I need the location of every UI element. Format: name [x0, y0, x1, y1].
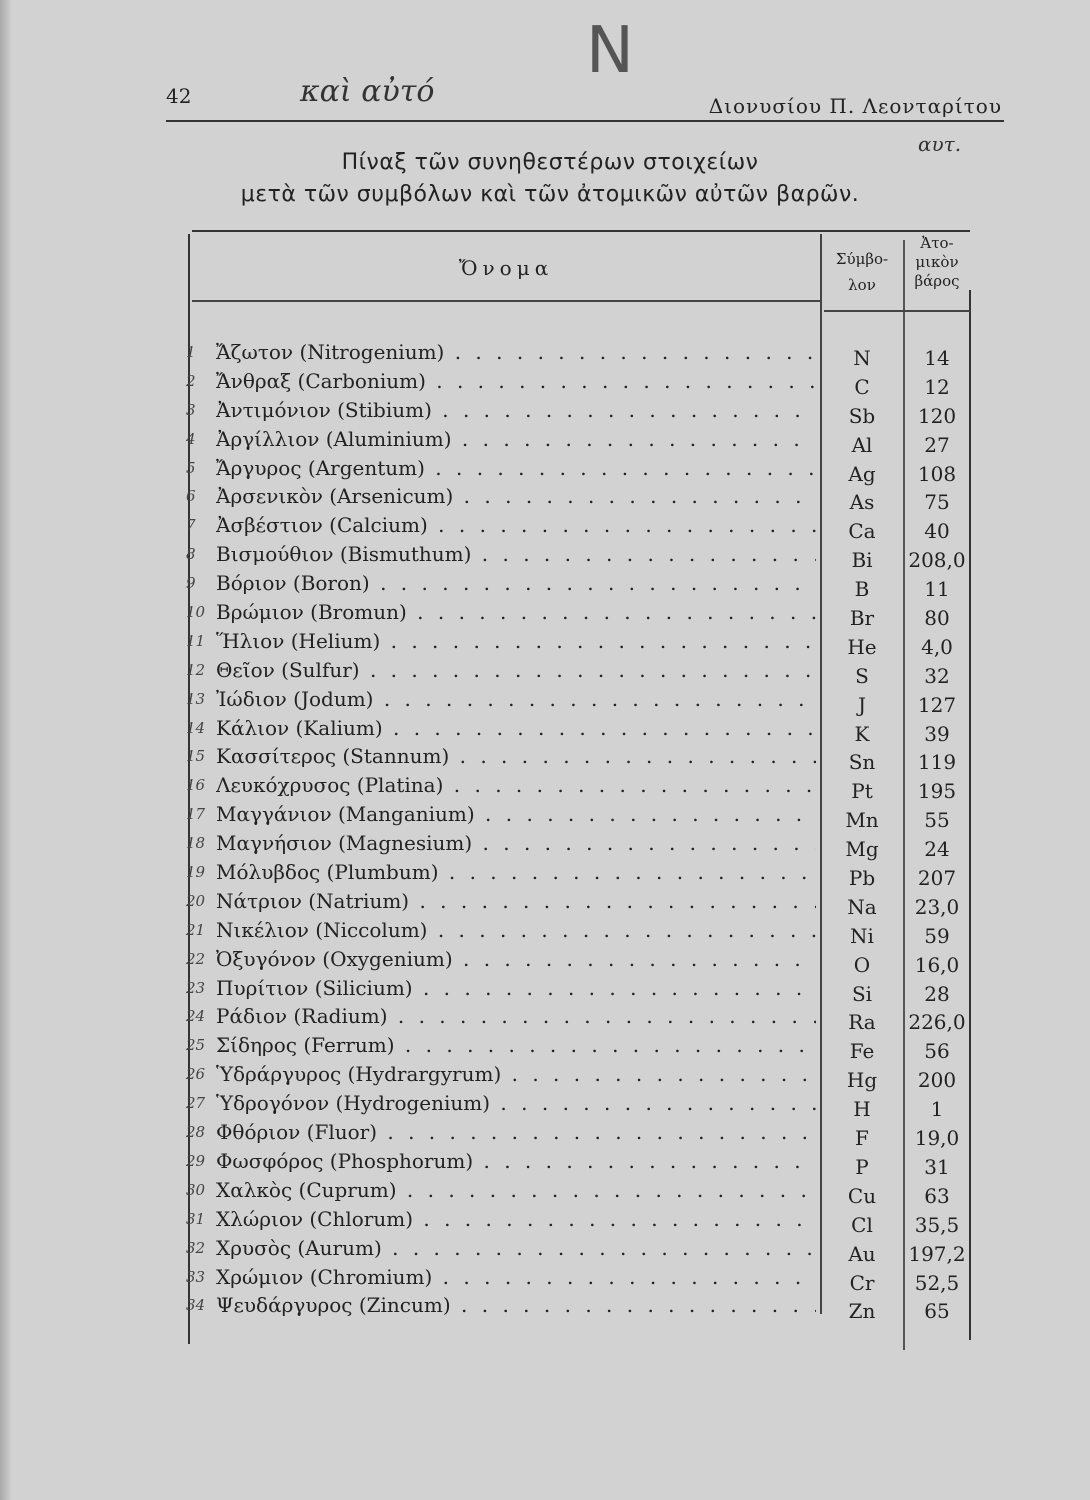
table-top-rule [192, 230, 970, 232]
handwritten-letter: N [586, 14, 634, 88]
table-row [186, 1293, 972, 1324]
handwritten-note: καὶ αὐτό [300, 74, 435, 109]
element-symbol: Hg [846, 1068, 878, 1093]
element-name: Νάτριον (Natrium) . . . [216, 889, 816, 913]
header-weight-line-1: Ἀτο- [920, 234, 954, 252]
atomic-weight: 4,0 [921, 634, 953, 659]
element-name: Βόριον (Boron) . . . [216, 571, 816, 595]
row-number: 28 [186, 1123, 206, 1142]
row-number: 17 [186, 805, 206, 824]
atomic-weight: 28 [924, 981, 950, 1006]
atomic-weight: 119 [917, 750, 957, 775]
atomic-weight: 31 [924, 1154, 950, 1179]
element-name: Ψευδάργυρος (Zincum) . . . [216, 1293, 816, 1317]
table-row [186, 513, 972, 544]
handwritten-margin-note: αυτ. [918, 132, 962, 156]
element-symbol: Sn [848, 750, 876, 775]
element-symbol: Au [848, 1241, 876, 1266]
element-name: Βρώμιον (Bromun) . . . [216, 600, 816, 624]
element-name: Κάλιον (Kalium) . . . [216, 716, 816, 740]
element-symbol: F [855, 1126, 869, 1151]
element-name: Φθόριον (Fluor) . . . [216, 1120, 816, 1144]
element-name: Ὀξυγόνον (Oxygenium) . . . [216, 947, 816, 971]
atomic-weight: 108 [917, 461, 957, 486]
atomic-weight: 195 [917, 779, 957, 804]
element-symbol: Cu [847, 1183, 877, 1208]
row-number: 24 [186, 1007, 206, 1026]
table-row [186, 975, 972, 1006]
element-name: Φωσφόρος (Phosphorum) . . . [216, 1149, 816, 1173]
atomic-weight: 80 [924, 606, 950, 631]
atomic-weight: 208,0 [908, 548, 966, 573]
row-number: 13 [186, 689, 206, 708]
table-row [186, 628, 972, 659]
table-row [186, 946, 972, 977]
atomic-weight: 226,0 [908, 1010, 966, 1035]
table-row [186, 1033, 972, 1064]
table-row [186, 1264, 972, 1295]
row-number: 32 [186, 1238, 206, 1257]
element-name: Ράδιον (Radium) . . . [216, 1004, 816, 1028]
table-row [186, 455, 972, 486]
element-symbol: Cr [849, 1270, 875, 1295]
element-symbol: Cl [851, 1212, 873, 1237]
element-symbol: C [854, 374, 870, 399]
atomic-weight: 1 [930, 1097, 944, 1122]
atomic-weight: 24 [924, 837, 950, 862]
element-symbol: Sb [848, 403, 876, 428]
element-name: Ἄνθραξ (Carbonium) . . . [216, 369, 816, 393]
row-number: 2 [186, 371, 196, 390]
row-number: 34 [186, 1296, 206, 1315]
table-row [186, 831, 972, 862]
atomic-weight: 35,5 [914, 1212, 960, 1237]
element-symbol: Mn [845, 808, 879, 833]
atomic-weight: 120 [917, 403, 957, 428]
column-header-weight [904, 234, 970, 291]
element-name: Ἥλιον (Helium) . . . [216, 629, 816, 653]
table-row [186, 860, 972, 891]
row-number: 21 [186, 920, 206, 939]
atomic-weight: 207 [917, 866, 957, 891]
element-symbol: He [847, 634, 877, 659]
table-row [186, 397, 972, 428]
table-row [186, 542, 972, 573]
atomic-weight: 16,0 [914, 952, 960, 977]
atomic-weight: 55 [924, 808, 950, 833]
element-symbol: K [854, 721, 870, 746]
row-number: 12 [186, 660, 206, 679]
header-underline [824, 310, 970, 312]
element-symbol: Br [849, 606, 875, 631]
table-row [186, 426, 972, 457]
atomic-weight: 52,5 [914, 1270, 960, 1295]
row-number: 29 [186, 1151, 206, 1170]
row-number: 7 [186, 516, 196, 535]
element-symbol: Fe [849, 1039, 875, 1064]
atomic-weight: 65 [924, 1299, 950, 1324]
element-symbol: J [857, 692, 867, 717]
element-symbol: Mg [845, 837, 879, 862]
element-symbol: O [853, 952, 871, 977]
element-symbol: Zn [848, 1299, 876, 1324]
atomic-weight: 63 [924, 1183, 950, 1208]
table-row [186, 744, 972, 775]
element-name: Ἄζωτον (Nitrogenium) . . . [216, 340, 816, 364]
table-body [186, 340, 972, 1324]
row-number: 11 [186, 631, 206, 650]
element-name: Χαλκὸς (Cuprum) . . . [216, 1178, 816, 1202]
element-symbol: Ca [848, 519, 876, 544]
table-row [186, 1004, 972, 1035]
atomic-weight: 200 [917, 1068, 957, 1093]
element-symbol: Pb [848, 866, 876, 891]
header-symbol-line-1: Σύμβο- [835, 250, 889, 268]
element-symbol: Al [851, 432, 873, 457]
atomic-weight: 12 [924, 374, 950, 399]
element-name: Ἀσβέστιον (Calcium) . . . [216, 513, 816, 537]
element-symbol: Ni [850, 923, 874, 948]
element-name: Ἀντιμόνιον (Stibium) . . . [216, 398, 816, 422]
column-header-symbol [824, 246, 900, 298]
element-symbol: N [853, 346, 871, 370]
table-row [186, 715, 972, 746]
header-weight-line-2: μικὸν [915, 253, 959, 271]
row-number: 20 [186, 891, 206, 910]
table-row [186, 917, 972, 948]
table-row [186, 773, 972, 804]
element-name: Λευκόχρυσος (Platina) . . . [216, 773, 816, 797]
table-title-line-1: Πίναξ τῶν συνηθεστέρων στοιχείων [341, 150, 759, 175]
element-name: Μαγγάνιον (Manganium) . . . [216, 802, 816, 826]
element-name: Κασσίτερος (Stannum) . . . [216, 744, 816, 768]
element-name: Ἀρσενικὸν (Arsenicum) . . . [216, 484, 816, 508]
element-name: Ἀργίλλιον (Aluminium) . . . [216, 427, 816, 451]
element-symbol: S [855, 663, 869, 688]
row-number: 30 [186, 1180, 206, 1199]
row-number: 16 [186, 776, 206, 795]
atomic-weight: 56 [924, 1039, 950, 1064]
table-row [186, 368, 972, 399]
row-number: 9 [186, 574, 196, 593]
element-name: Ὑδρογόνον (Hydrogenium) . . . [216, 1091, 816, 1115]
table-title-line-2: μετὰ τῶν συμβόλων καὶ τῶν ἀτομικῶν αὐτῶν βαρῶν. [240, 182, 860, 207]
header-symbol-line-2: λον [848, 276, 876, 294]
atomic-weight: 23,0 [914, 894, 960, 919]
row-number: 19 [186, 863, 206, 882]
header-underline [192, 300, 820, 302]
row-number: 26 [186, 1065, 206, 1084]
row-number: 23 [186, 978, 206, 997]
atomic-weight: 11 [924, 577, 950, 602]
elements-table [186, 230, 972, 1342]
element-name: Ἰώδιον (Jodum) . . . [216, 687, 816, 711]
element-name: Μαγνήσιον (Magnesium) . . . [216, 831, 816, 855]
table-row [186, 1062, 972, 1093]
row-number: 4 [186, 429, 196, 448]
table-row [186, 1120, 972, 1151]
row-number: 31 [186, 1209, 206, 1228]
table-row [186, 1091, 972, 1122]
table-row [186, 802, 972, 833]
element-symbol: Bi [851, 548, 873, 573]
row-number: 3 [186, 400, 196, 419]
atomic-weight: 75 [924, 490, 950, 515]
table-row [186, 1235, 972, 1266]
table-row [186, 340, 972, 370]
element-name: Σίδηρος (Ferrum) . . . [216, 1033, 816, 1057]
element-symbol: Pt [851, 779, 873, 804]
element-name: Νικέλιον (Niccolum) . . . [216, 918, 816, 942]
element-symbol: B [854, 577, 870, 602]
element-name: Ὑδράργυρος (Hydrargyrum) . . . [216, 1062, 816, 1086]
row-number: 14 [186, 718, 206, 737]
element-name: Βισμούθιον (Bismuthum) . . . [216, 542, 816, 566]
table-row [186, 484, 972, 515]
element-symbol: Ag [848, 461, 876, 486]
element-name: Χλώριον (Chlorum) . . . [216, 1207, 816, 1231]
atomic-weight: 27 [924, 432, 950, 457]
element-name: Χρυσὸς (Aurum) . . . [216, 1236, 816, 1260]
row-number: 5 [186, 458, 196, 477]
element-symbol: As [849, 490, 875, 515]
atomic-weight: 127 [917, 692, 957, 717]
header-weight-line-3: βάρος [914, 272, 960, 290]
table-row [186, 571, 972, 602]
page-edge-shadow [0, 0, 12, 1500]
atomic-weight: 59 [924, 923, 950, 948]
page-number: 42 [166, 84, 192, 108]
table-row [186, 1206, 972, 1237]
row-number: 8 [186, 545, 196, 564]
table-row [186, 657, 972, 688]
atomic-weight: 39 [924, 721, 950, 746]
row-number: 22 [186, 949, 206, 968]
row-number: 25 [186, 1036, 206, 1055]
table-row [186, 1177, 972, 1208]
header-rule [166, 120, 1004, 122]
row-number: 1 [186, 343, 196, 361]
element-name: Πυρίτιον (Silicium) . . . [216, 976, 816, 1000]
atomic-weight: 32 [924, 663, 950, 688]
table-row [186, 600, 972, 631]
atomic-weight: 19,0 [914, 1126, 960, 1151]
element-name: Χρώμιον (Chromium) . . . [216, 1265, 816, 1289]
row-number: 6 [186, 487, 196, 506]
table-row [186, 888, 972, 919]
atomic-weight: 14 [924, 346, 950, 370]
table-row [186, 686, 972, 717]
atomic-weight: 40 [924, 519, 950, 544]
element-symbol: Ra [848, 1010, 876, 1035]
element-symbol: H [853, 1097, 871, 1122]
column-header-name: Ὄνομα [458, 256, 554, 280]
row-number: 27 [186, 1094, 206, 1113]
table-row [186, 1148, 972, 1179]
element-name: Μόλυβδος (Plumbum) . . . [216, 860, 816, 884]
row-number: 10 [186, 603, 206, 622]
element-symbol: P [855, 1154, 869, 1179]
element-name: Ἄργυρος (Argentum) . . . [216, 456, 816, 480]
row-number: 33 [186, 1267, 206, 1286]
row-number: 15 [186, 747, 206, 766]
row-number: 18 [186, 834, 206, 853]
atomic-weight: 197,2 [908, 1241, 966, 1266]
running-head: Διονυσίου Π. Λεονταρίτου [708, 94, 1002, 118]
element-symbol: Na [847, 894, 877, 919]
element-name: Θεῖον (Sulfur) . . . [216, 658, 816, 682]
element-symbol: Si [851, 981, 873, 1006]
